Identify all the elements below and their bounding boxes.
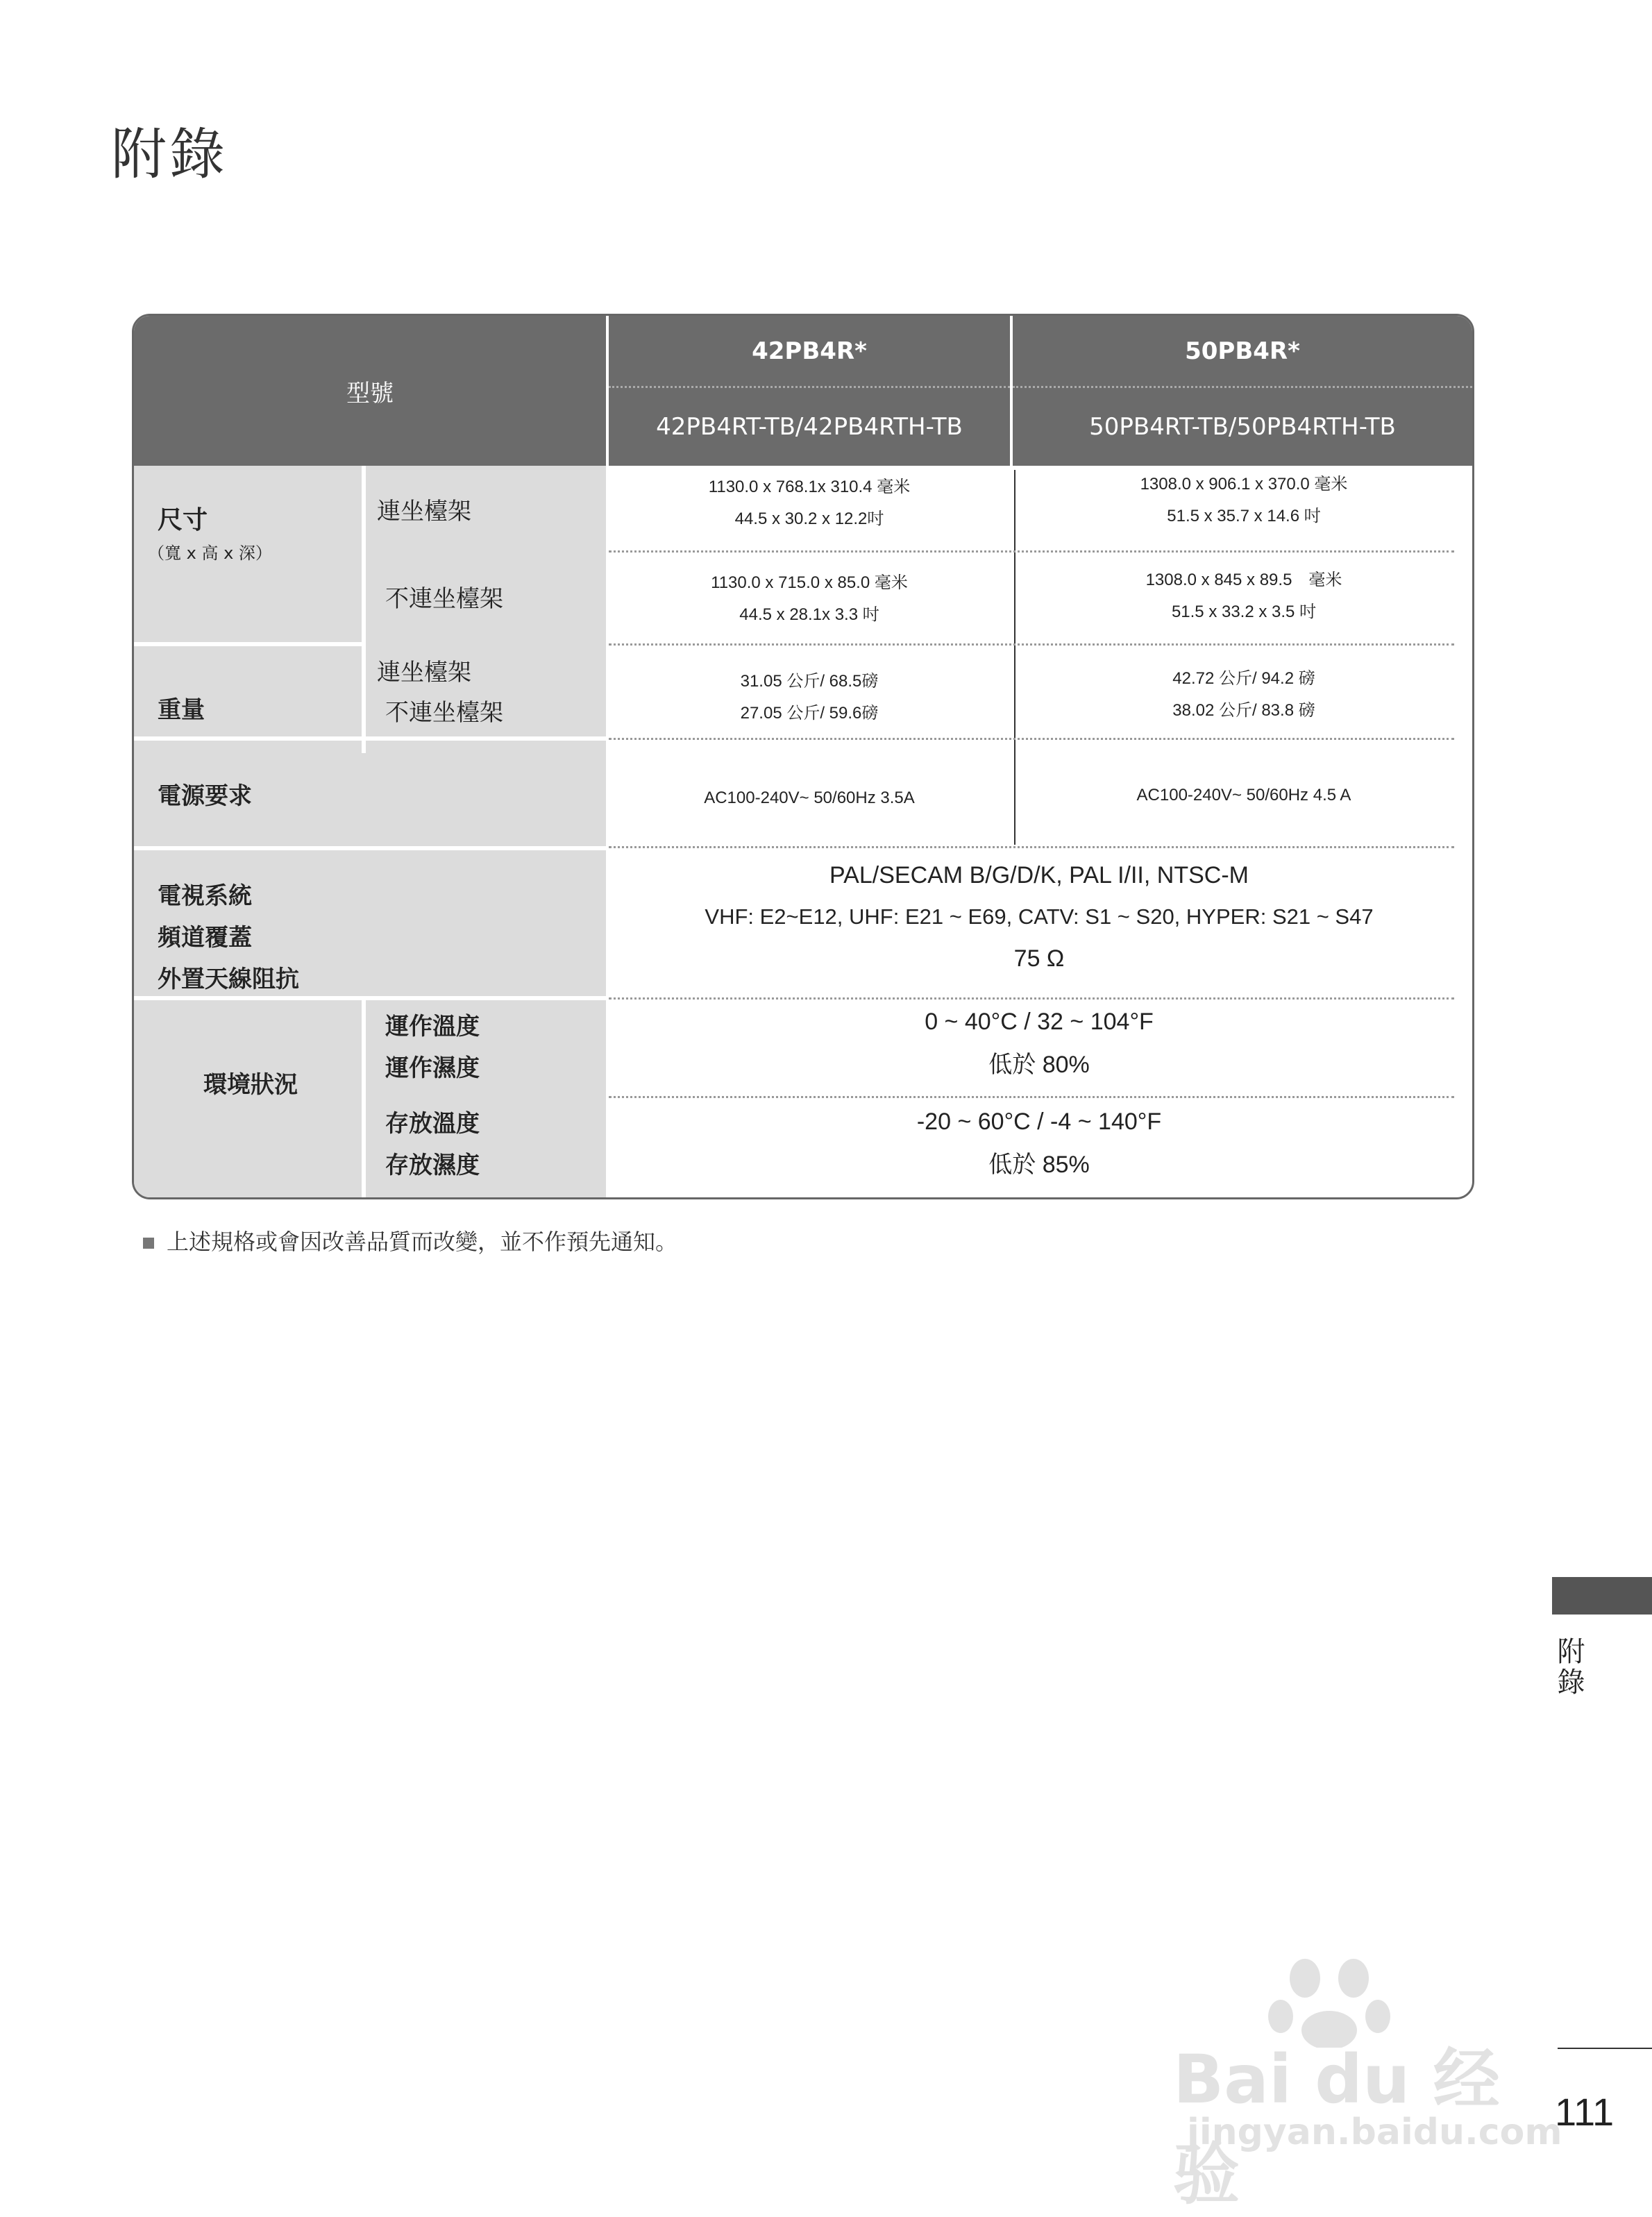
storage-humidity-label: 存放濕度 xyxy=(385,1152,480,1179)
value-in: 44.5 x 30.2 x 12.2吋 xyxy=(734,509,884,528)
op-humidity-label: 運作濕度 xyxy=(385,1054,480,1082)
environment-label: 環境狀況 xyxy=(203,1071,298,1099)
without-stand-label: 不連坐檯架 xyxy=(385,585,503,613)
col1-group: 42PB4R* xyxy=(609,316,1010,388)
storage-humidity-value: 低於 85% xyxy=(988,1152,1090,1178)
value-in: 44.5 x 28.1x 3.3 吋 xyxy=(739,605,879,624)
dim-without-stand-col2 xyxy=(1015,564,1472,628)
model-header-cell xyxy=(134,316,606,466)
col1-models: 42PB4RT-TB/42PB4RTH-TB xyxy=(656,413,963,441)
side-tab-marker xyxy=(1552,1577,1652,1615)
tv-values xyxy=(609,854,1469,979)
row-separator xyxy=(609,738,1454,740)
weight-col1 xyxy=(609,666,1010,730)
value-in: 51.5 x 33.2 x 3.5 吋 xyxy=(1171,602,1317,621)
col2-header xyxy=(1013,316,1472,466)
watermark-brand: Bai du 经验 xyxy=(1173,2041,1500,2214)
value-mm: 1308.0 x 845 x 89.5 毫米 xyxy=(1145,571,1342,589)
op-temp-label: 運作溫度 xyxy=(385,1013,480,1040)
channel-coverage-label: 頻道覆蓋 xyxy=(158,924,252,952)
label-divider xyxy=(362,466,366,753)
weight-col2 xyxy=(1015,663,1472,727)
weight-label: 重量 xyxy=(158,696,205,724)
antenna-impedance-value: 75 Ω xyxy=(1013,945,1065,972)
op-temp-value: 0 ~ 40°C / 32 ~ 104°F xyxy=(925,1009,1154,1035)
power-col2: AC100-240V~ 50/60Hz 4.5 A xyxy=(1136,786,1351,804)
storage-temp-value: -20 ~ 60°C / -4 ~ 140°F xyxy=(916,1108,1162,1135)
row-separator xyxy=(609,997,1454,1000)
page-title: 附錄 xyxy=(111,122,228,187)
weight-without-stand-label: 不連坐檯架 xyxy=(385,699,503,727)
with-stand-label: 連坐檯架 xyxy=(377,498,471,525)
label-divider xyxy=(134,996,606,1000)
weight-without-stand: 38.02 公斤/ 83.8 磅 xyxy=(1172,701,1315,720)
row-separator xyxy=(609,550,1454,553)
page-number-rule xyxy=(1558,2048,1652,2049)
tv-system-label: 電視系統 xyxy=(158,882,252,910)
op-humidity-value: 低於 80% xyxy=(988,1052,1090,1078)
storage-conditions xyxy=(609,1100,1469,1186)
label-divider xyxy=(134,736,606,741)
dimensions-label: 尺寸 xyxy=(158,506,208,534)
weight-without-stand: 27.05 公斤/ 59.6磅 xyxy=(740,704,879,723)
weight-with-stand-label: 連坐檯架 xyxy=(377,659,471,686)
baidu-watermark xyxy=(1173,1950,1562,2214)
power-col1: AC100-240V~ 50/60Hz 3.5A xyxy=(704,789,915,807)
weight-with-stand: 31.05 公斤/ 68.5磅 xyxy=(740,672,879,691)
weight-with-stand: 42.72 公斤/ 94.2 磅 xyxy=(1172,669,1315,688)
dim-with-stand-col1 xyxy=(609,471,1010,535)
col2-models: 50PB4RT-TB/50PB4RTH-TB xyxy=(1089,413,1396,441)
page-number: 111 xyxy=(1555,2090,1615,2134)
power-label: 電源要求 xyxy=(158,782,252,810)
operating-conditions xyxy=(609,1000,1469,1086)
footnote xyxy=(143,1224,677,1256)
bullet-square-icon xyxy=(143,1238,154,1249)
side-tab-label: 附錄 xyxy=(1553,1637,1585,1698)
col1-header xyxy=(609,316,1010,466)
label-divider xyxy=(134,642,362,646)
model-label: 型號 xyxy=(346,379,394,407)
value-mm: 1308.0 x 906.1 x 370.0 毫米 xyxy=(1140,475,1348,494)
value-mm: 1130.0 x 715.0 x 85.0 毫米 xyxy=(711,573,908,592)
row-separator xyxy=(609,643,1454,646)
tv-system-value: PAL/SECAM B/G/D/K, PAL I/II, NTSC-M xyxy=(829,862,1249,888)
label-divider xyxy=(362,1000,366,1197)
watermark-url: jingyan.baidu.com xyxy=(1187,2111,1562,2153)
dim-without-stand-col1 xyxy=(609,567,1010,631)
label-divider xyxy=(134,846,606,850)
dim-with-stand-col2 xyxy=(1015,469,1472,532)
footnote-text: 上述規格或會因改善品質而改變，並不作預先通知。 xyxy=(167,1229,678,1255)
row-separator xyxy=(609,1096,1454,1098)
spec-table xyxy=(132,314,1474,1199)
value-in: 51.5 x 35.7 x 14.6 吋 xyxy=(1167,507,1321,525)
row-separator xyxy=(609,846,1454,848)
dimensions-sublabel: （寬 x 高 x 深） xyxy=(148,543,272,563)
col2-group: 50PB4R* xyxy=(1013,316,1472,388)
antenna-impedance-label: 外置天線阻抗 xyxy=(158,966,299,993)
channel-coverage-value: VHF: E2~E12, UHF: E21 ~ E69, CATV: S1 ~ S20, HYPER: S21 ~ S47 xyxy=(705,904,1374,929)
value-mm: 1130.0 x 768.1x 310.4 毫米 xyxy=(708,478,911,496)
storage-temp-label: 存放溫度 xyxy=(385,1110,480,1138)
